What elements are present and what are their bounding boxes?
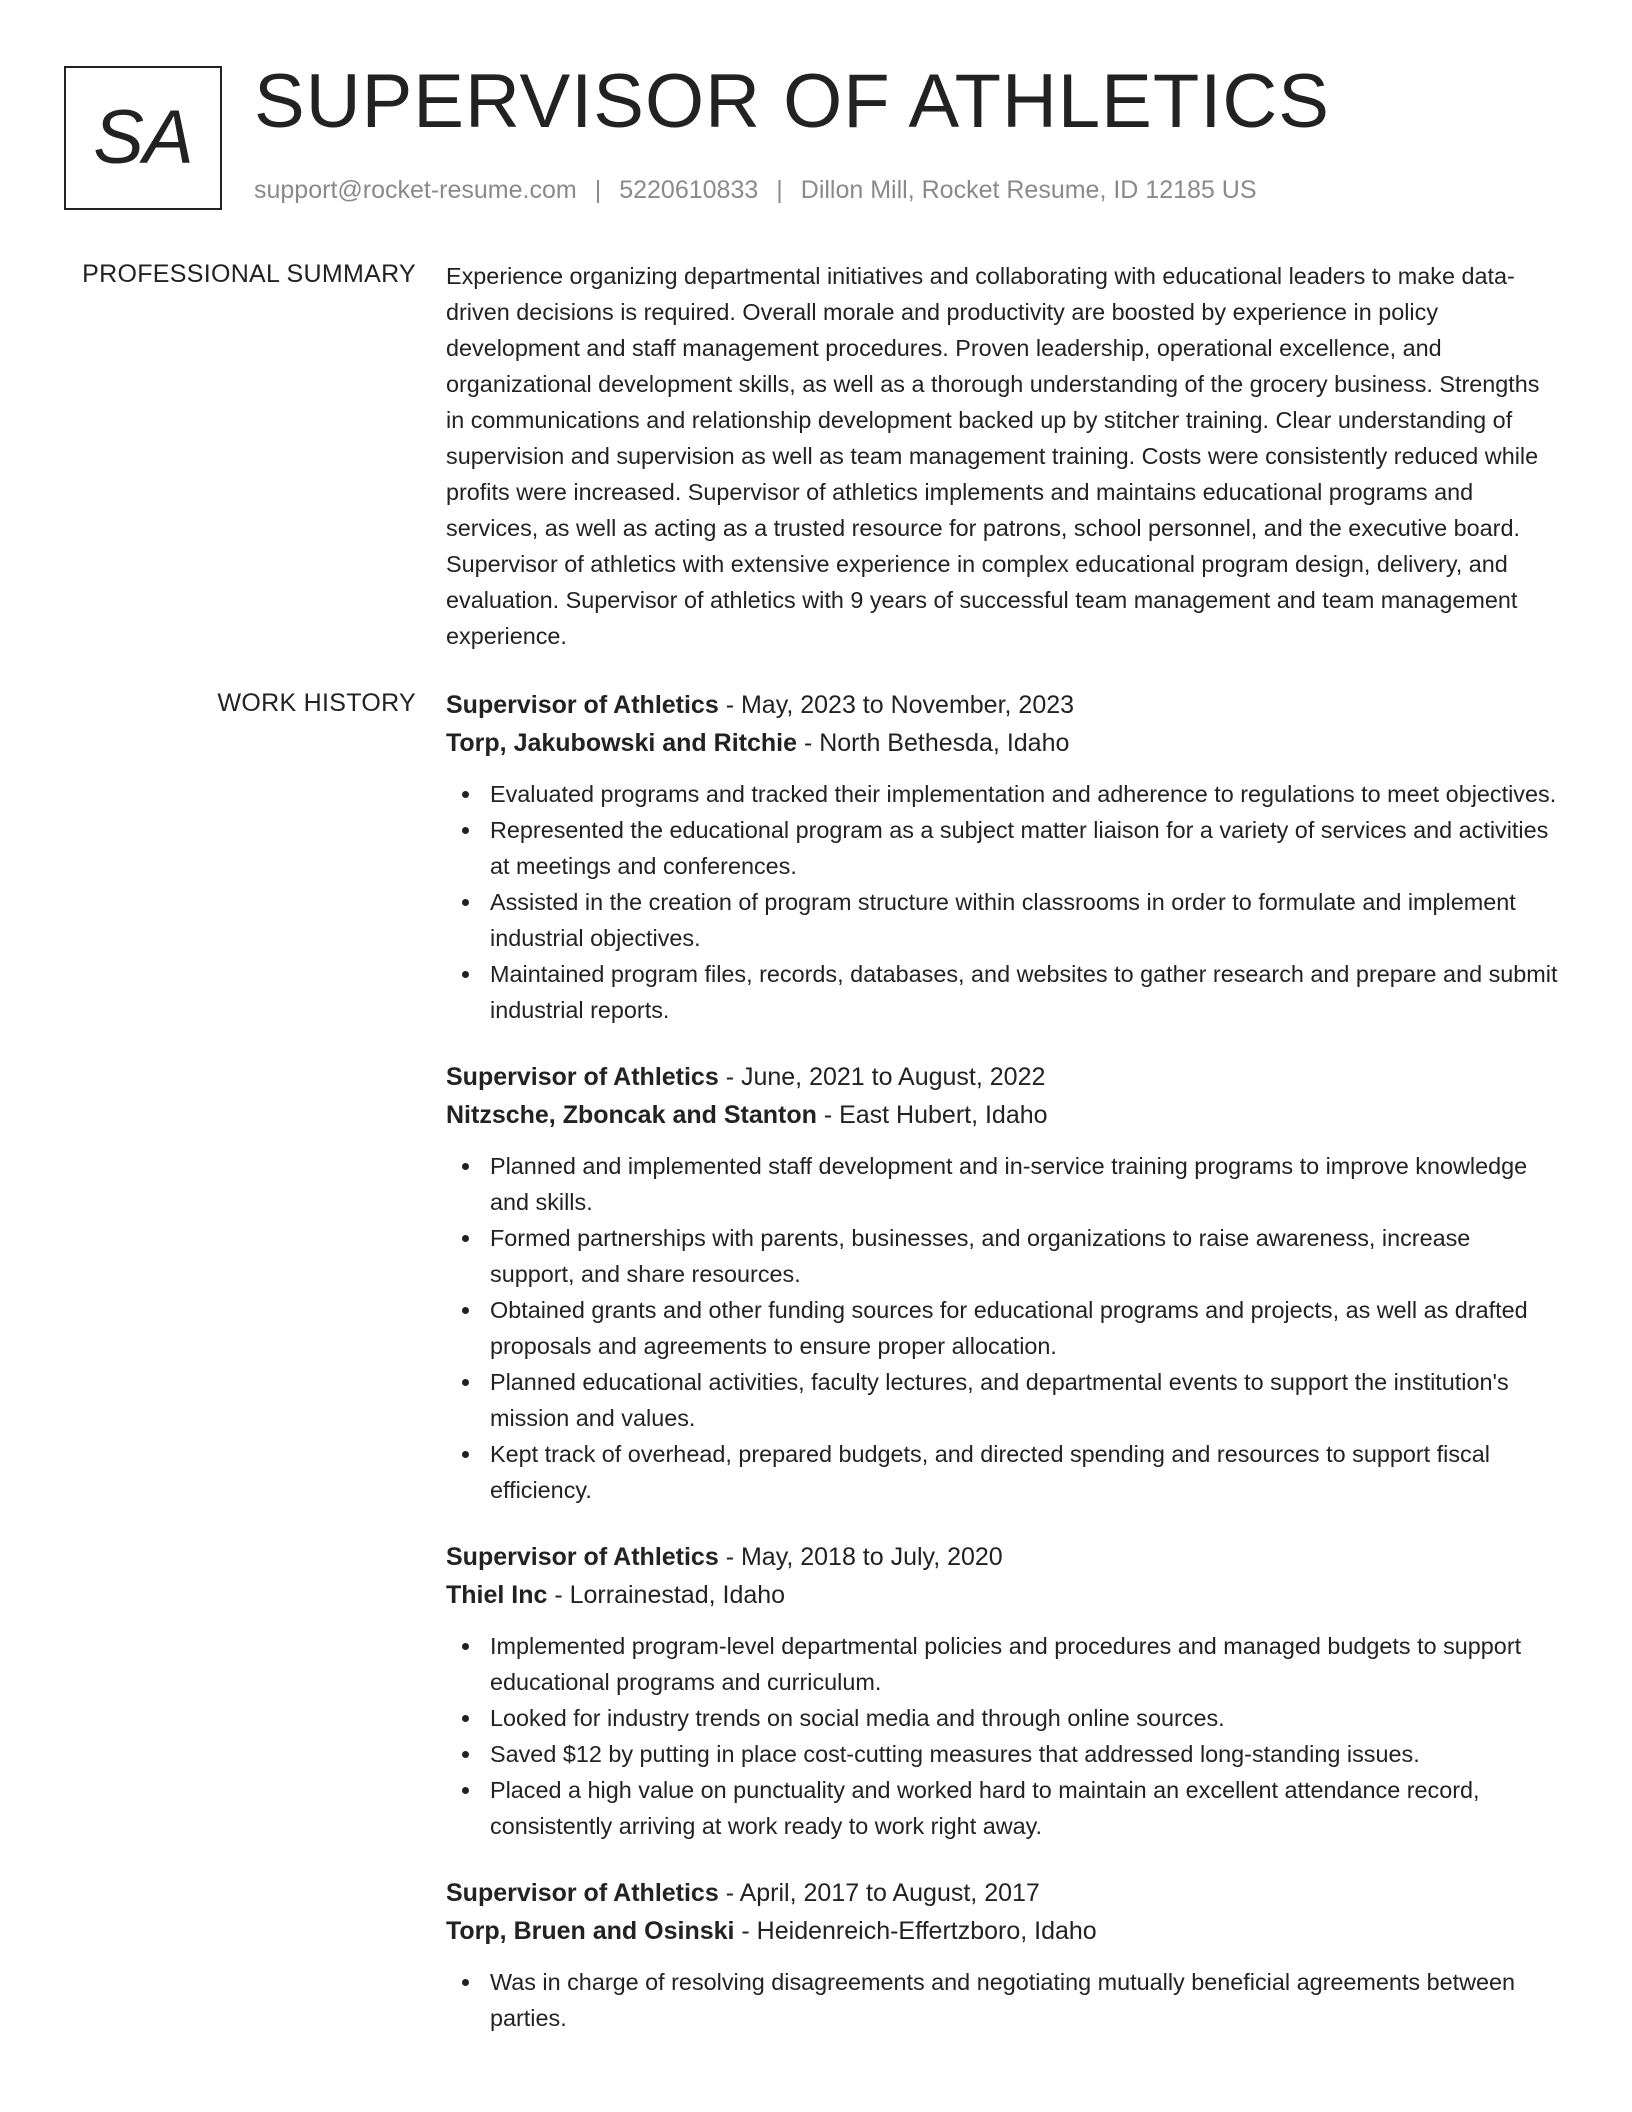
job-bullet: Implemented program-level departmental policies and procedures and managed budgets to support educational programs and curriculum. bbox=[446, 1628, 1558, 1700]
job-bullet-list bbox=[446, 776, 1558, 1028]
job-company-line bbox=[446, 1576, 1558, 1614]
monogram-box bbox=[64, 66, 222, 210]
job-company-line bbox=[446, 724, 1558, 762]
job-entry bbox=[446, 1874, 1558, 2036]
job-bullet: Saved $12 by putting in place cost-cutting measures that addressed long-standing issues. bbox=[446, 1736, 1558, 1772]
contact-email[interactable]: support@rocket-resume.com bbox=[254, 176, 577, 204]
job-company: Torp, Bruen and Osinski bbox=[446, 1917, 735, 1945]
job-bullet-list bbox=[446, 1148, 1558, 1508]
job-bullet: Formed partnerships with parents, businesses, and organizations to raise awareness, increase support, and share resources. bbox=[446, 1220, 1558, 1292]
job-location: - Lorrainestad, Idaho bbox=[547, 1581, 786, 1609]
contact-separator: | bbox=[594, 176, 602, 204]
job-dates: - April, 2017 to August, 2017 bbox=[718, 1879, 1040, 1907]
job-bullet: Evaluated programs and tracked their implementation and adherence to regulations to meet objectives. bbox=[446, 776, 1558, 812]
job-entry bbox=[446, 686, 1558, 1028]
job-location: - Heidenreich-Effertzboro, Idaho bbox=[734, 1917, 1097, 1945]
job-title-line bbox=[446, 1538, 1558, 1576]
job-dates: - June, 2021 to August, 2022 bbox=[718, 1063, 1046, 1091]
monogram-initials: SA bbox=[93, 95, 193, 180]
job-location: - East Hubert, Idaho bbox=[816, 1101, 1048, 1129]
job-bullet: Looked for industry trends on social media and through online sources. bbox=[446, 1700, 1558, 1736]
job-bullet: Planned educational activities, faculty lectures, and departmental events to support the institution's mission and values. bbox=[446, 1364, 1558, 1436]
section-work-history bbox=[446, 686, 1558, 2066]
job-company-line bbox=[446, 1912, 1558, 1950]
job-bullet: Placed a high value on punctuality and worked hard to maintain an excellent attendance record, consistently arriving at work ready to work right away. bbox=[446, 1772, 1558, 1844]
job-company: Torp, Jakubowski and Ritchie bbox=[446, 729, 797, 757]
job-bullet: Maintained program files, records, databases, and websites to gather research and prepare and submit industrial reports. bbox=[446, 956, 1558, 1028]
job-entry bbox=[446, 1058, 1558, 1508]
contact-address: Dillon Mill, Rocket Resume, ID 12185 US bbox=[800, 176, 1257, 204]
job-company: Nitzsche, Zboncak and Stanton bbox=[446, 1101, 817, 1129]
job-dates: - May, 2018 to July, 2020 bbox=[718, 1543, 1003, 1571]
job-bullet: Assisted in the creation of program structure within classrooms in order to formulate and implement industrial objectives. bbox=[446, 884, 1558, 956]
job-bullet: Planned and implemented staff development and in-service training programs to improve knowledge and skills. bbox=[446, 1148, 1558, 1220]
job-bullet: Represented the educational program as a subject matter liaison for a variety of services and activities at meetings and conferences. bbox=[446, 812, 1558, 884]
section-label-summary: PROFESSIONAL SUMMARY bbox=[82, 260, 416, 288]
job-bullet: Was in charge of resolving disagreements and negotiating mutually beneficial agreements between parties. bbox=[446, 1964, 1558, 2036]
job-title-line bbox=[446, 686, 1558, 724]
job-title: Supervisor of Athletics bbox=[446, 1543, 719, 1571]
contact-phone[interactable]: 5220610833 bbox=[619, 176, 759, 204]
job-title: Supervisor of Athletics bbox=[446, 1063, 719, 1091]
job-company: Thiel Inc bbox=[446, 1581, 548, 1609]
job-dates: - May, 2023 to November, 2023 bbox=[718, 691, 1075, 719]
summary-text: Experience organizing departmental initiatives and collaborating with educational leaders to make data-driven decisions is required. Overall morale and productivity are boosted by experience in policy development and staff management procedures. Proven leadership, operational excellence, and organizational development skills, as well as a thorough understanding of the grocery business. Strengths in communications and relationship development backed up by stitcher training. Clear understanding of supervision and supervision as well as team management training. Costs were consistently reduced while profits were increased. Supervisor of athletics implements and maintains educational programs and services, as well as acting as a trusted resource for patrons, school personnel, and the executive board. Supervisor of athletics with extensive experience in complex educational program design, delivery, and evaluation. Supervisor of athletics with 9 years of successful team management and team management experience. bbox=[446, 263, 1540, 649]
job-title: Supervisor of Athletics bbox=[446, 691, 719, 719]
job-bullet-list bbox=[446, 1628, 1558, 1844]
resume-title: SUPERVISOR OF ATHLETICS bbox=[254, 59, 1330, 144]
job-location: - North Bethesda, Idaho bbox=[797, 729, 1070, 757]
job-bullet: Obtained grants and other funding sources for educational programs and projects, as well as drafted proposals and agreements to ensure proper allocation. bbox=[446, 1292, 1558, 1364]
job-title: Supervisor of Athletics bbox=[446, 1879, 719, 1907]
job-entry bbox=[446, 1538, 1558, 1844]
job-bullet: Kept track of overhead, prepared budgets, and directed spending and resources to support fiscal efficiency. bbox=[446, 1436, 1558, 1508]
job-company-line bbox=[446, 1096, 1558, 1134]
job-title-line bbox=[446, 1058, 1558, 1096]
job-bullet-list bbox=[446, 1964, 1558, 2036]
job-title-line bbox=[446, 1874, 1558, 1912]
section-summary bbox=[446, 258, 1558, 654]
contact-line bbox=[254, 176, 1257, 205]
contact-separator: | bbox=[776, 176, 783, 204]
section-label-work-history: WORK HISTORY bbox=[217, 689, 416, 717]
